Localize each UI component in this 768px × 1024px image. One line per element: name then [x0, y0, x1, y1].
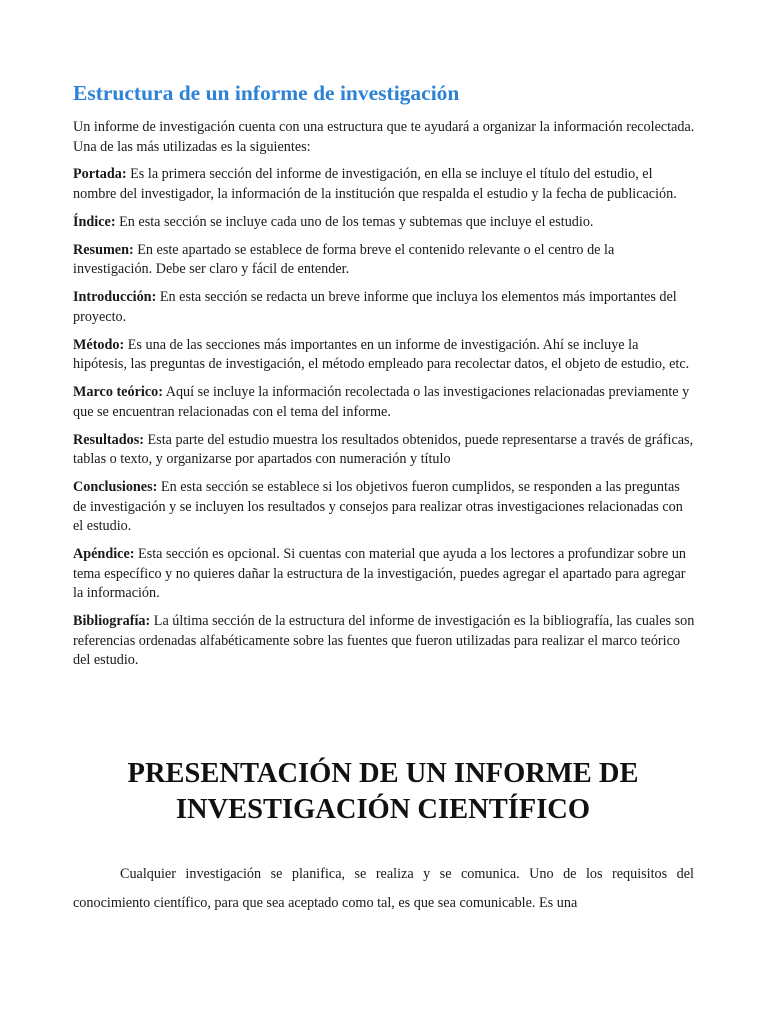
section-conclusiones: [73, 478, 695, 537]
section-text: En este apartado se establece de forma breve el contenido relevante o el centro de la investigación. Debe ser claro y fácil de entender.: [73, 241, 615, 277]
section-term: Resumen:: [73, 241, 134, 258]
section-text: La última sección de la estructura del informe de investigación es la bibliografía, las cuales son referencias ordenadas alfabéticamente sobre las fuentes que fueron utilizadas para realizar el marco teórico del estudio.: [73, 613, 695, 668]
section-text: En esta sección se establece si los objetivos fueron cumplidos, se responden a las preguntas de investigación y se incluyen los resultados y consejos para realizar otras investigaciones relacionadas con el estudio.: [73, 479, 683, 534]
section-text: En esta sección se incluye cada uno de los temas y subtemas que incluye el estudio.: [115, 213, 594, 230]
section-term: Introducción:: [73, 289, 157, 305]
section-apendice: [73, 545, 695, 604]
intro-paragraph: Un informe de investigación cuenta con una estructura que te ayudará a organizar la información recolectada. Una de las más utilizadas es la siguientes:: [73, 119, 695, 155]
section-resumen: [73, 241, 695, 280]
document-content: [73, 78, 695, 679]
section-metodo: [73, 336, 695, 375]
section-term: Apéndice:: [73, 546, 135, 562]
section-portada: [73, 165, 695, 204]
section-term: Índice:: [73, 213, 116, 230]
section-resultados: [73, 431, 695, 470]
section-text: Aquí se incluye la información recolectada o las investigaciones relacionadas previamente y que se encuentran relacionadas con el tema del informe.: [73, 384, 690, 420]
section-heading: Estructura de un informe de investigación: [73, 81, 460, 105]
section-text: Esta parte del estudio muestra los resultados obtenidos, puede representarse a través de gráficas, tablas o texto, y organizarse por apartados con numeración y título: [73, 431, 694, 467]
section-term: Conclusiones:: [73, 479, 158, 495]
section-term: Bibliografía:: [73, 613, 151, 629]
section-term: Método:: [73, 336, 125, 353]
section-text: Es una de las secciones más importantes en un informe de investigación. Ahí se incluye la hipótesis, las preguntas de investigación, el método empleado para recolectar datos, el objeto de estudio, etc.: [73, 336, 690, 372]
section-indice: [73, 213, 695, 233]
body-paragraph: Cualquier investigación se planifica, se realiza y se comunica. Uno de los requisitos del conocimiento científico, para que sea aceptado como tal, es que sea comunicable. Es una: [73, 866, 694, 911]
section-term: Marco teórico:: [73, 384, 163, 400]
section-term: Portada:: [73, 166, 127, 182]
page-title: PRESENTACIÓN DE UN INFORME DE INVESTIGACIÓN CIENTÍFICO: [127, 758, 639, 825]
section-term: Resultados:: [73, 431, 144, 448]
section-text: Es la primera sección del informe de investigación, en ella se incluye el título del estudio, el nombre del investigador, la información de la institución que respalda el estudio y la fecha de publicación.: [73, 166, 677, 202]
section-introduccion: [73, 288, 695, 327]
section-text: Esta sección es opcional. Si cuentas con material que ayuda a los lectores a profundizar sobre un tema específico y no quieres dañar la estructura de la investigación, puedes agregar el apartado para agregar la información.: [73, 546, 687, 601]
section-bibliografia: [73, 612, 695, 671]
section-text: En esta sección se redacta un breve informe que incluya los elementos más importantes del proyecto.: [73, 289, 677, 325]
section-marco-teorico: [73, 383, 695, 422]
